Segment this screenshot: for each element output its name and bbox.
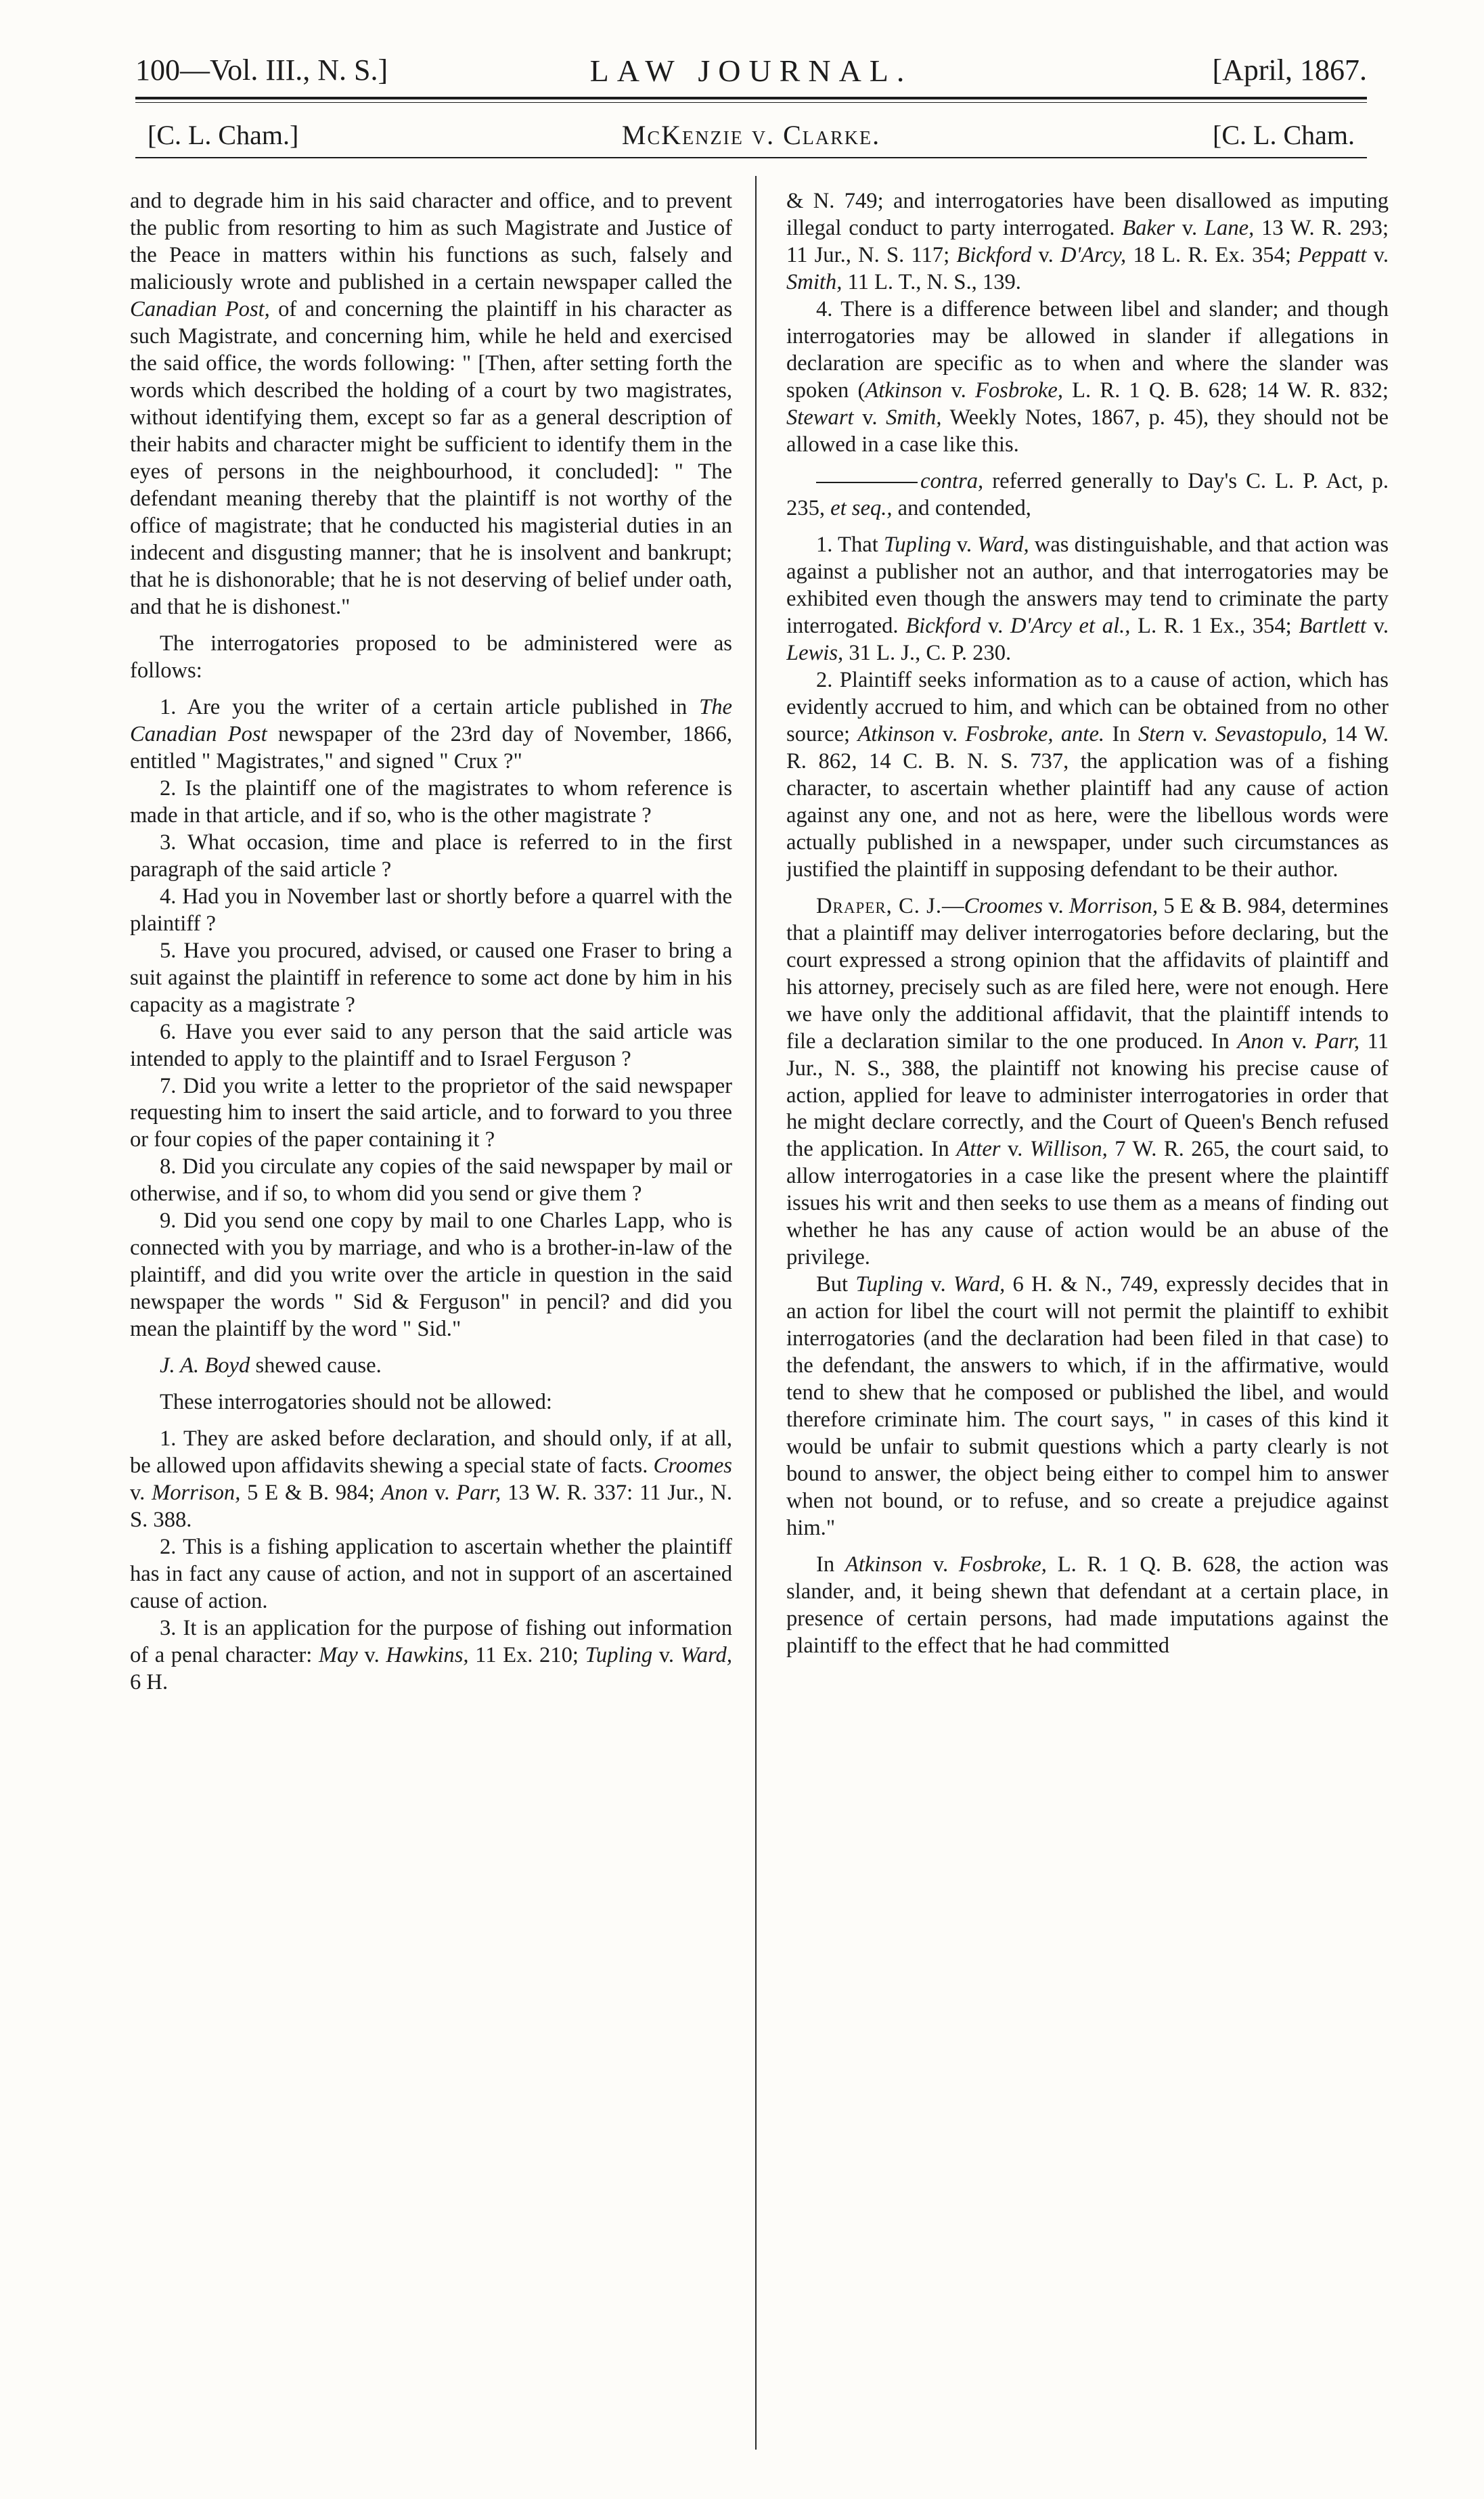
text-run: Fosbroke, xyxy=(958,1552,1047,1577)
text-run: Weekly Notes, 1867, p. 45), they should not be allowed in a case like this. xyxy=(786,405,1389,457)
text-run: and to degrade him in his said character and office, and to prevent the public from resorting to him as such Magistrate and Justice of the Peace in matters within his functions as such, falsely and maliciously wrote and published in a certain newspaper called the xyxy=(130,189,732,294)
text-run: Canadian Post, xyxy=(130,296,270,321)
text-run: 5 E & B. 984, determines that a plaintiff may deliver interrogatories before declaring, but the court expressed a strong opinion that the affidavits of plaintiff and his attorney, precisely such as are filed here, were not enough. Here we have only the additional affidavit, that the plaintiff intends to file a declaration similar to the one produced. In xyxy=(786,893,1389,1054)
text-run: and contended, xyxy=(892,495,1031,520)
text-run: Lewis, xyxy=(786,640,844,665)
journal-title: LAW JOURNAL. xyxy=(589,53,913,88)
text-run: referred generally to Day's C. L. P. Act, p. 235, xyxy=(786,468,1389,520)
text-run: May xyxy=(318,1643,358,1668)
text-run: v. xyxy=(1284,1029,1315,1054)
text-run: 14 W. R. 862, 14 C. B. N. S. 737, the application was of a fishing character, to ascertain whether plaintiff had any cause of action against any one, and not as here, were the libellous words were actually published in a newspaper, under such circumstances as justified the plaintiff in supposing defendant to be their author. xyxy=(786,721,1389,882)
text-run: Fosbroke, ante. xyxy=(965,721,1105,746)
text-run: v. xyxy=(1366,613,1389,638)
text-run: 11 Ex. 210; xyxy=(468,1643,585,1668)
interrogatory-4: 4. Had you in November last or shortly before a quarrel with the plaintiff ? xyxy=(130,884,732,936)
text-run: The Canadian Post xyxy=(130,694,732,746)
text-run: Sevastopulo, xyxy=(1215,721,1328,746)
running-head xyxy=(135,53,1367,93)
text-run: v. xyxy=(981,613,1011,638)
text-run: 5 E & B. 984; xyxy=(240,1481,382,1506)
text-run: Morrison, xyxy=(1069,893,1159,918)
text-run: v. xyxy=(428,1481,457,1506)
right-column xyxy=(786,188,1389,2441)
text-run: Morrison, xyxy=(152,1481,241,1506)
text-run: — xyxy=(942,893,964,918)
interrogatory-7: 7. Did you write a letter to the proprietor of the said newspaper requesting him to insert the said article, and to forward to you three or four copies of the paper containing it ? xyxy=(130,1073,732,1152)
text-run: contra, xyxy=(920,468,984,493)
text-run: Parr, xyxy=(1314,1029,1359,1054)
interrogatory-2: 2. Is the plaintiff one of the magistrates to whom reference is made in that article, and if so, who is the other magistrate ? xyxy=(130,775,732,828)
text-run: Tupling xyxy=(855,1272,923,1297)
text-run: Bickford xyxy=(905,613,981,638)
counsel-line xyxy=(130,1353,732,1380)
text-run: v. xyxy=(942,378,975,403)
text-run: Bickford xyxy=(956,242,1032,267)
text-run: 11 Jur., N. S., 388, the plaintiff not knowing his precise cause of action, applied for leave to administer interrogatories in order that he might declare correctly, and the Court of Queen's Bench refused the application. In xyxy=(786,1029,1389,1162)
text-run: Lane, xyxy=(1204,215,1255,240)
text-run: v. xyxy=(922,1272,953,1297)
text-run: In xyxy=(816,1552,845,1577)
text-run: v. xyxy=(1366,242,1389,267)
text-run: Smith, xyxy=(786,269,842,294)
text-run: 11 L. T., N. S., 139. xyxy=(842,269,1021,294)
column-divider xyxy=(755,176,757,2450)
text-run: v. xyxy=(357,1643,386,1668)
text-run: 31 L. J., C. P. 230. xyxy=(843,640,1012,665)
text-run: v. xyxy=(652,1643,681,1668)
text-run: et seq., xyxy=(830,495,893,520)
text-run: Atkinson xyxy=(857,721,935,746)
text-run: Peppatt xyxy=(1298,242,1367,267)
text-run: shewed cause. xyxy=(250,1353,382,1378)
text-run: v. xyxy=(1043,893,1069,918)
text-run: 1. Are you the writer of a certain article published in xyxy=(160,694,700,719)
text-run: v. xyxy=(853,405,886,430)
text-run: 7 W. R. 265, the court said, to allow interrogatories in a case like the present where the plaintiff issues his writ and then seeks to use them as a means of finding out whether he has any cause of action would be an abuse of the privilege. xyxy=(786,1137,1389,1270)
text-run: v. xyxy=(1175,215,1205,240)
authorities-continued xyxy=(786,188,1389,296)
text-run: Baker xyxy=(1122,215,1175,240)
volume-label: 100—Vol. III., N. S.] xyxy=(135,53,388,87)
text-run: But xyxy=(816,1272,856,1297)
declaration-paragraph xyxy=(130,188,732,621)
case-header-rule xyxy=(135,157,1367,158)
text-run: v. xyxy=(1031,242,1061,267)
court-label-right: [C. L. Cham. xyxy=(1213,120,1355,150)
text-run: v. xyxy=(1000,1137,1030,1162)
cause-point-4 xyxy=(786,296,1389,459)
text-run: v. xyxy=(922,1552,959,1577)
contra-point-2 xyxy=(786,667,1389,884)
text-run: Bartlett xyxy=(1299,613,1366,638)
cause-point-2: 2. This is a fishing application to ascertain whether the plaintiff has in fact any cause of action, and not in support of an ascertained cause of action. xyxy=(130,1535,732,1614)
court-label-left: [C. L. Cham.] xyxy=(148,120,299,150)
text-run: Ward, xyxy=(680,1643,732,1668)
text-run: 13 W. R. 293; 11 Jur., N. S. 117; xyxy=(786,215,1389,267)
text-run: J. A. Boyd xyxy=(160,1353,250,1378)
text-run: 6 H. & N., 749, expressly decides that in an action for libel the court will not permit the plaintiff to exhibit interrogatories (and the declaration had been filed in that case) to the defendant, the answers to which, if in the affirmative, would tend to shew that he composed or published the libel, and would therefore criminate him. The court says, " in cases of this kind it would be unfair to submit questions which a party clearly is not bound to answer, the object being either to compel him to answer when not bound, or to refuse, and so create a prejudice against him." xyxy=(786,1272,1389,1541)
text-run: Atkinson xyxy=(865,378,943,403)
text-run: 4. There is a difference between libel and slander; and though interrogatories may be allowed in slander if allegations in declaration are specific as to when and where the slander was spoken ( xyxy=(786,296,1389,403)
text-run: Anon xyxy=(381,1481,428,1506)
judge-name: Draper, C. J. xyxy=(816,893,943,918)
judgment-paragraph-1 xyxy=(786,893,1389,1272)
text-run: newspaper of the 23rd day of November, 1866, entitled " Magistrates," and signed " Crux ?" xyxy=(130,721,732,773)
contra-point-1 xyxy=(786,532,1389,667)
cause-point-1 xyxy=(130,1426,732,1534)
header-rule-thin xyxy=(135,102,1367,103)
text-run: Stewart xyxy=(786,405,854,430)
text-run: 1. They are asked before declaration, and should only, if at all, be allowed upon affidavits shewing a special state of facts. xyxy=(130,1426,732,1479)
header-rule-thick xyxy=(135,97,1367,99)
text-run: Tupling xyxy=(883,532,951,557)
judgment-paragraph-2 xyxy=(786,1271,1389,1542)
interrogatory-5: 5. Have you procured, advised, or caused one Fraser to bring a suit against the plaintiff in reference to some act done by him in his capacity as a magistrate ? xyxy=(130,938,732,1017)
text-run: Parr, xyxy=(456,1481,501,1506)
interrogatory-8: 8. Did you circulate any copies of the said newspaper by mail or otherwise, and if so, to whom did you send or give them ? xyxy=(130,1154,732,1207)
text-run: 3. It is an application for the purpose of fishing out information of a penal character: xyxy=(130,1616,732,1668)
interrogatory-9: 9. Did you send one copy by mail to one Charles Lapp, who is connected with you by marriage, and who is a brother-in-law of the plaintiff, and did you write over the article in question in the said newspaper the words " Sid & Ferguson" in pencil? and did you mean the plaintiff by the word " Sid." xyxy=(130,1209,732,1342)
text-run: Hawkins, xyxy=(386,1643,469,1668)
text-run: v. xyxy=(935,721,966,746)
contra-paragraph xyxy=(786,468,1389,522)
interrogatory-6: 6. Have you ever said to any person that the said article was intended to apply to the plaintiff and to Israel Ferguson ? xyxy=(130,1019,732,1071)
text-run: D'Arcy et al., xyxy=(1010,613,1131,638)
text-run: Atkinson xyxy=(845,1552,922,1577)
interrogatory-1 xyxy=(130,694,732,775)
interrogatories-intro: The interrogatories proposed to be administered were as follows: xyxy=(130,631,732,683)
left-column xyxy=(130,188,732,2441)
interrogatory-3: 3. What occasion, time and place is referred to in the first paragraph of the said article ? xyxy=(130,830,732,882)
judgment-paragraph-3 xyxy=(786,1552,1389,1660)
text-run: D'Arcy, xyxy=(1060,242,1127,267)
text-run: Atter xyxy=(956,1137,1001,1162)
text-run: Stern xyxy=(1138,721,1185,746)
text-run: 13 W. R. 337: 11 Jur., N. S. 388. xyxy=(130,1481,732,1533)
text-run: Tupling xyxy=(585,1643,653,1668)
text-run: 1. That xyxy=(816,532,884,557)
text-run: v. xyxy=(951,532,978,557)
text-run: 2. Plaintiff seeks information as to a cause of action, which has evidently accrued to him, and which can be obtained from no other source; xyxy=(786,667,1389,746)
case-header xyxy=(135,119,1367,156)
dash-rule xyxy=(816,482,918,483)
text-run: Anon xyxy=(1237,1029,1284,1054)
text-run: v. xyxy=(130,1481,152,1506)
text-run: v. xyxy=(1184,721,1215,746)
issue-date: [April, 1867. xyxy=(1212,53,1367,87)
text-run: Ward, xyxy=(977,532,1029,557)
text-run: Ward, xyxy=(953,1272,1006,1297)
text-run: 6 H. xyxy=(130,1670,168,1695)
text-run: Croomes xyxy=(653,1454,732,1479)
text-run: L. R. 1 Q. B. 628; 14 W. R. 832; xyxy=(1062,378,1389,403)
text-run: was distinguishable, and that action was against a publisher not an author, and that interrogatories may be exhibited even though the answers may tend to criminate the party interrogated. xyxy=(786,532,1389,638)
text-run: L. R. 1 Q. B. 628, the action was slander, and, it being shewn that defendant at a certain place, in presence of certain persons, had made imputations against the plaintiff to the effect that he had committed xyxy=(786,1552,1389,1659)
cause-point-3 xyxy=(130,1615,732,1696)
text-run: L. R. 1 Ex., 354; xyxy=(1130,613,1299,638)
text-run: & N. 749; and interrogatories have been disallowed as imputing illegal conduct to party interrogated. xyxy=(786,189,1389,240)
text-run: In xyxy=(1104,721,1138,746)
text-run: Smith, xyxy=(886,405,942,430)
text-run: Fosbroke, xyxy=(974,378,1063,403)
text-run: 18 L. R. Ex. 354; xyxy=(1126,242,1299,267)
cause-intro: These interrogatories should not be allowed: xyxy=(160,1390,552,1415)
text-run: of and concerning the plaintiff in his character as such Magistrate, and concerning him, while he held and exercised the said office, the words following: " [Then, after setting forth the words which described the holding of a court by two magistrates, without identifying them, except so far as a general description of their habits and character might be sufficient to identify them in the eyes of persons in the neighbourhood, it concluded]: " The defendant meaning thereby that the plaintiff is not worthy of the office of magistrate; that he conducted his magisterial duties in an indecent and disgusting manner; that he is insolvent and bankrupt; that he is dishonorable; that he is not deserving of belief under oath, and that he is dishonest." xyxy=(130,296,732,619)
text-run: Willison, xyxy=(1029,1137,1108,1162)
text-run: Croomes xyxy=(964,893,1043,918)
case-title: McKenzie v. Clarke. xyxy=(621,120,881,150)
